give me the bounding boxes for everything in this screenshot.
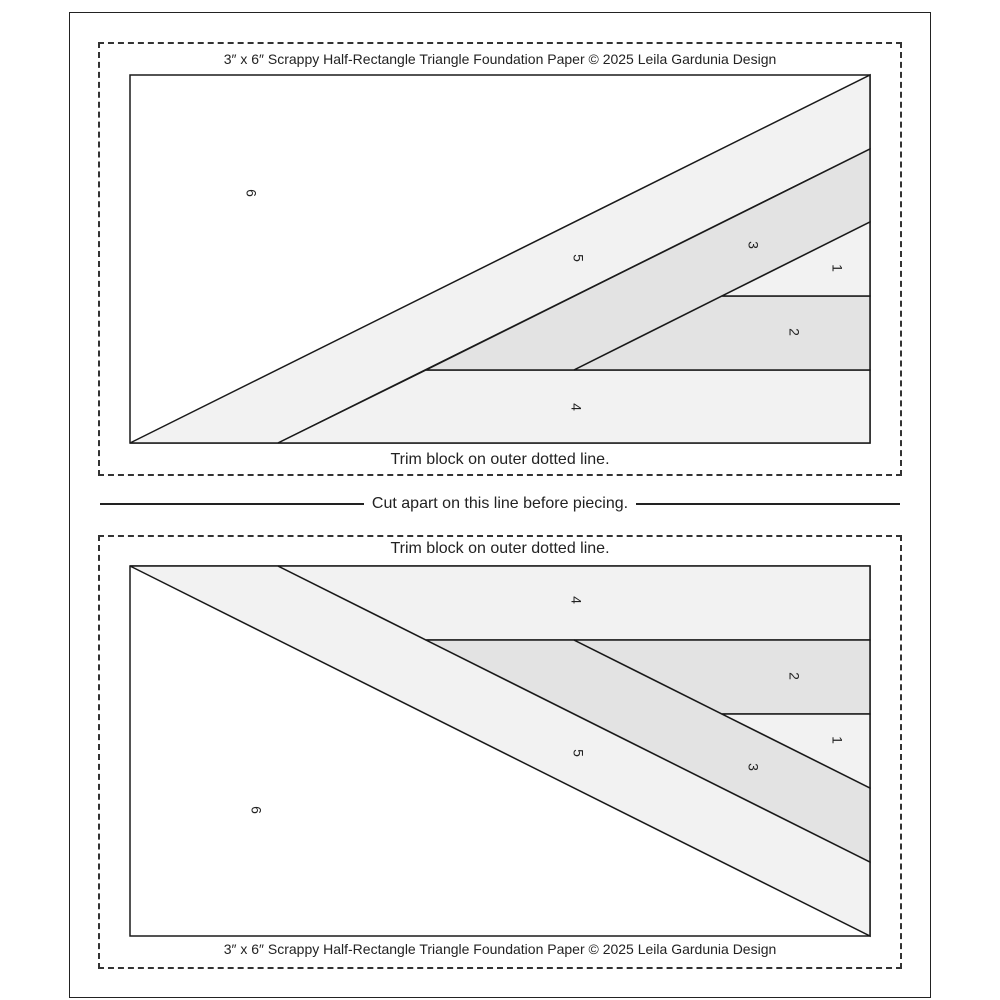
bottom-piece-1-number: 1 <box>829 736 846 744</box>
top-piece-4-number: 4 <box>568 403 585 411</box>
bottom-trim-instruction: Trim block on outer dotted line. <box>390 540 610 557</box>
cut-instruction: Cut apart on this line before piecing. <box>371 495 629 512</box>
bottom-piece-3-number: 3 <box>745 763 762 771</box>
top-piece-6-number: 6 <box>243 189 260 197</box>
bottom-credit-line: 3″ x 6″ Scrappy Half-Rectangle Triangle Foundation Paper © 2025 Leila Gardunia Design <box>223 941 777 957</box>
top-piece-3-number: 3 <box>745 241 762 249</box>
top-trim-instruction: Trim block on outer dotted line. <box>390 451 610 468</box>
top-credit-line: 3″ x 6″ Scrappy Half-Rectangle Triangle Foundation Paper © 2025 Leila Gardunia Design <box>223 51 777 67</box>
bottom-piece-4-number: 4 <box>568 596 585 604</box>
top-piece-2-number: 2 <box>786 328 803 336</box>
top-piece-5-number: 5 <box>570 254 587 262</box>
top-piece-1-number: 1 <box>829 264 846 272</box>
bottom-piece-6-number: 6 <box>248 806 265 814</box>
bottom-piece-5-number: 5 <box>570 749 587 757</box>
bottom-piece-2-number: 2 <box>786 672 803 680</box>
